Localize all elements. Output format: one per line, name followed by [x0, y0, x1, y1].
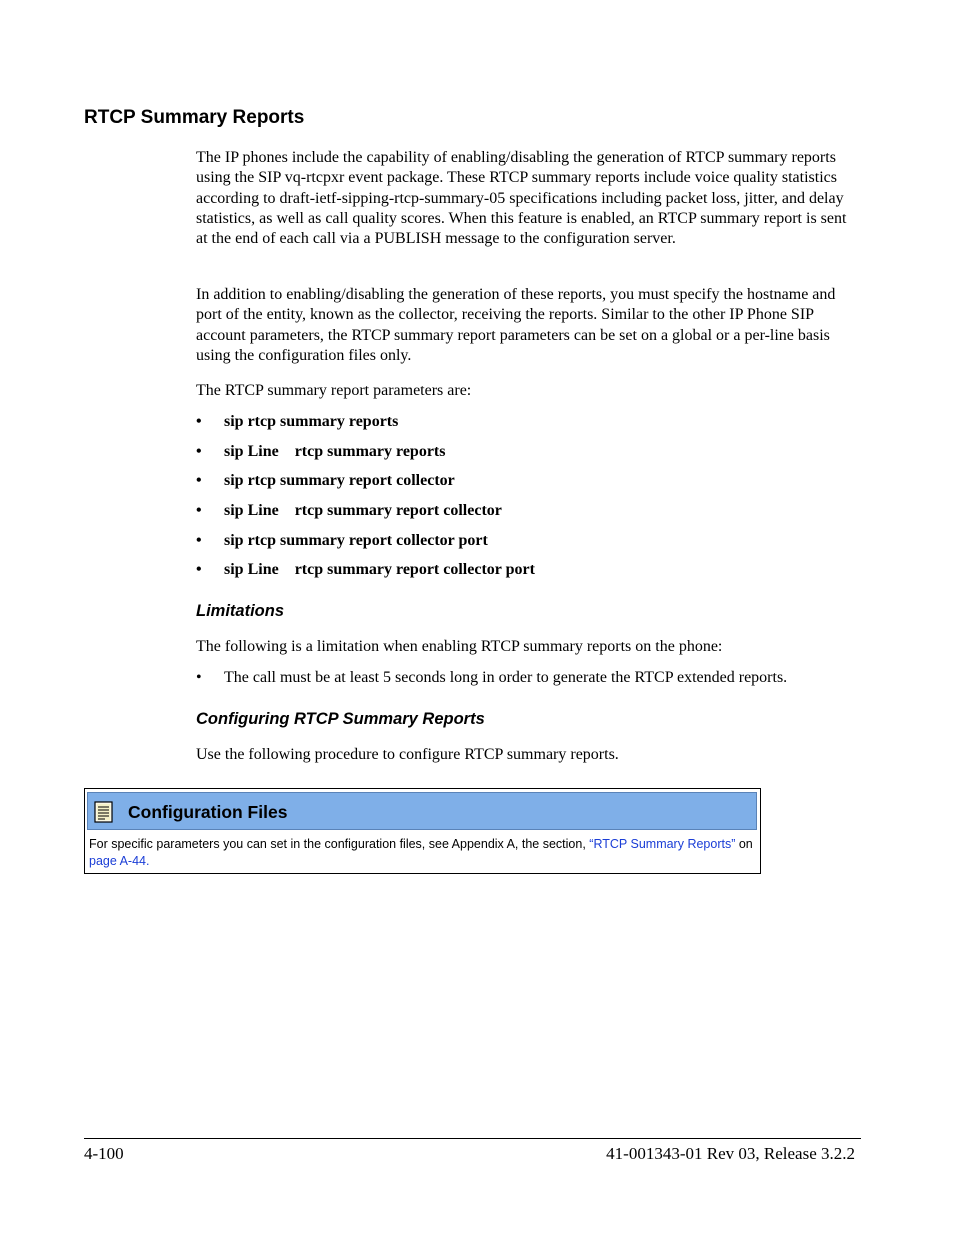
- bullet: •: [196, 531, 202, 549]
- footer-divider: [84, 1138, 861, 1139]
- parameter-name: sip rtcp summary reports: [224, 413, 399, 430]
- collector-paragraph: In addition to enabling/disabling the generation of these reports, you must specify the hostname and port of the entity, known as the collector, receiving the reports. Similar to the other IP Phone SIP account parameters, the RTCP summary report parameters can be set on a global or a per-line basis using the configuration files only.: [196, 286, 836, 364]
- parameter-name: sip rtcp summary report collector: [224, 472, 455, 490]
- document-icon: [94, 801, 113, 823]
- list-item: [196, 559, 535, 589]
- limitations-intro: The following is a limitation when enabling RTCP summary reports on the phone:: [196, 638, 723, 655]
- list-item: [196, 441, 535, 471]
- callout-text-part: For specific parameters you can set in the configuration files, see Appendix A, the section,: [89, 837, 590, 851]
- limitation-item: [196, 667, 787, 688]
- bullet: •: [196, 561, 202, 579]
- bullet: •: [196, 669, 202, 686]
- rtcp-summary-reports-link[interactable]: “RTCP Summary Reports”: [589, 837, 736, 851]
- intro-paragraph: The IP phones include the capability of enabling/disabling the generation of RTCP summary reports using the SIP vq-rtcpxr event package. These RTCP summary reports include voice quality statistics according to draft-ietf-sipping-rtcp-summary-05 specifications including packet loss, jitter, and delay statistics, as well as call quality scores. When this feature is enabled, an RTCP summary report is sent at the end of each call via a PUBLISH message to the configuration server.: [196, 149, 847, 248]
- bullet: •: [196, 442, 202, 460]
- page-a44-link[interactable]: page A-44: [89, 854, 146, 868]
- parameters-intro: The RTCP summary report parameters are:: [196, 382, 472, 399]
- callout-title: Configuration Files: [128, 802, 288, 822]
- callout-header: [87, 792, 757, 830]
- parameter-suffix: rtcp summary report collector: [294, 502, 502, 520]
- limitations-title: Limitations: [196, 602, 285, 620]
- parameter-name: sip Line: [224, 561, 279, 579]
- parameter-suffix: rtcp summary report collector port: [294, 561, 535, 579]
- parameter-name: sip Line: [224, 442, 279, 460]
- parameter-name: sip rtcp summary report collector port: [224, 531, 488, 549]
- list-item: [196, 470, 535, 500]
- bullet: •: [196, 413, 202, 430]
- list-item: [196, 411, 535, 441]
- parameter-name: sip Line: [224, 502, 279, 520]
- limitation-text: The call must be at least 5 seconds long in order to generate the RTCP extended reports.: [224, 669, 788, 686]
- section-title: RTCP Summary Reports: [84, 107, 305, 128]
- callout-text-part: .: [146, 854, 150, 868]
- document-info: 41-001343-01 Rev 03, Release 3.2.2: [606, 1144, 855, 1163]
- page-number: 4-100: [84, 1144, 124, 1163]
- list-item: [196, 530, 535, 560]
- bullet: •: [196, 472, 202, 490]
- configuring-intro: Use the following procedure to configure RTCP summary reports.: [196, 746, 619, 763]
- list-item: [196, 500, 535, 530]
- bullet: •: [196, 502, 202, 520]
- parameter-list: [196, 411, 535, 589]
- callout-text: [89, 836, 755, 870]
- parameter-suffix: rtcp summary reports: [294, 442, 446, 460]
- configuring-title: Configuring RTCP Summary Reports: [196, 710, 485, 728]
- callout-text-part: on: [735, 837, 753, 851]
- configuration-files-callout: [84, 788, 761, 874]
